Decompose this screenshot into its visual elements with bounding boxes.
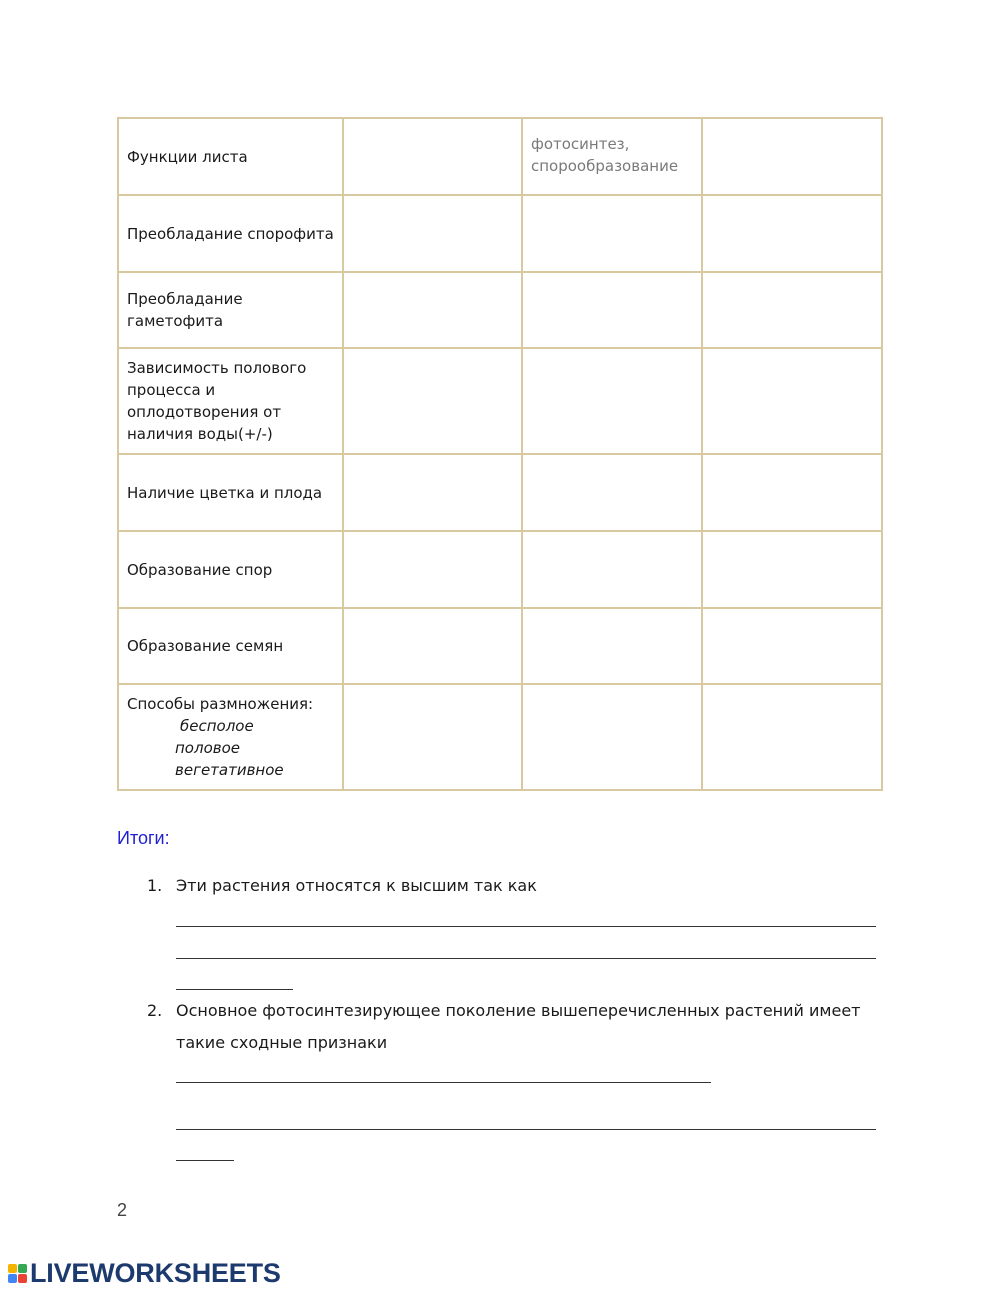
row-label (118, 684, 343, 790)
row-label: Преобладание спорофита (118, 195, 343, 272)
row-label: Преобладание гаметофита (118, 272, 343, 348)
answer-cell[interactable] (702, 118, 882, 195)
logo-icon (8, 1264, 27, 1283)
table-row (118, 195, 882, 272)
row-label: Образование спор (118, 531, 343, 608)
question-text: такие сходные признаки (176, 1033, 388, 1052)
reproduction-label: Способы размножения: (127, 695, 314, 713)
reproduction-type: вегетативное (175, 761, 284, 779)
table-row (118, 608, 882, 684)
comparison-table (117, 117, 883, 791)
answer-cell[interactable] (702, 608, 882, 684)
answer-cell[interactable] (702, 272, 882, 348)
answer-cell[interactable] (343, 531, 522, 608)
answer-line[interactable] (176, 958, 876, 959)
answer-line[interactable] (176, 1129, 876, 1130)
row-label: Функции листа (118, 118, 343, 195)
table-row (118, 531, 882, 608)
answer-cell[interactable] (343, 454, 522, 531)
answer-line[interactable] (176, 1160, 234, 1161)
answer-line[interactable] (176, 1082, 711, 1083)
question-number: 2. (147, 1001, 163, 1020)
row-label: Наличие цветка и плода (118, 454, 343, 531)
question-text: Основное фотосинтезирующее поколение вышеперечисленных растений имеет (176, 1001, 861, 1020)
answer-cell[interactable] (702, 195, 882, 272)
answer-cell[interactable]: фотосинтез, спорообразование (522, 118, 702, 195)
logo-text: LIVEWORKSHEETS (30, 1257, 281, 1288)
answer-cell[interactable] (343, 348, 522, 454)
answer-cell[interactable] (522, 531, 702, 608)
reproduction-type: бесполое (180, 717, 254, 735)
results-heading: Итоги: (117, 828, 170, 848)
answer-cell[interactable] (343, 684, 522, 790)
liveworksheets-logo (8, 1257, 281, 1289)
answer-cell[interactable] (522, 272, 702, 348)
answer-cell[interactable] (702, 531, 882, 608)
row-label: Зависимость полового процесса и оплодотворения от наличия воды(+/-) (118, 348, 343, 454)
question-number: 1. (147, 876, 163, 895)
table-row (118, 118, 882, 195)
answer-cell[interactable] (522, 348, 702, 454)
answer-cell[interactable] (702, 454, 882, 531)
answer-cell[interactable] (702, 348, 882, 454)
answer-cell[interactable] (522, 454, 702, 531)
answer-line[interactable] (176, 989, 293, 990)
row-label: Образование семян (118, 608, 343, 684)
table-row (118, 348, 882, 454)
answer-line[interactable] (176, 926, 876, 927)
answer-cell[interactable] (522, 608, 702, 684)
answer-cell[interactable] (343, 118, 522, 195)
answer-cell[interactable] (343, 608, 522, 684)
answer-cell[interactable] (522, 195, 702, 272)
reproduction-type: половое (175, 739, 240, 757)
page-number: 2 (117, 1200, 128, 1220)
answer-cell[interactable] (343, 272, 522, 348)
answer-cell[interactable] (522, 684, 702, 790)
question-text: Эти растения относятся к высшим так как (176, 876, 537, 895)
answer-cell[interactable] (702, 684, 882, 790)
table-row (118, 272, 882, 348)
table-row (118, 684, 882, 790)
table-row (118, 454, 882, 531)
answer-cell[interactable] (343, 195, 522, 272)
